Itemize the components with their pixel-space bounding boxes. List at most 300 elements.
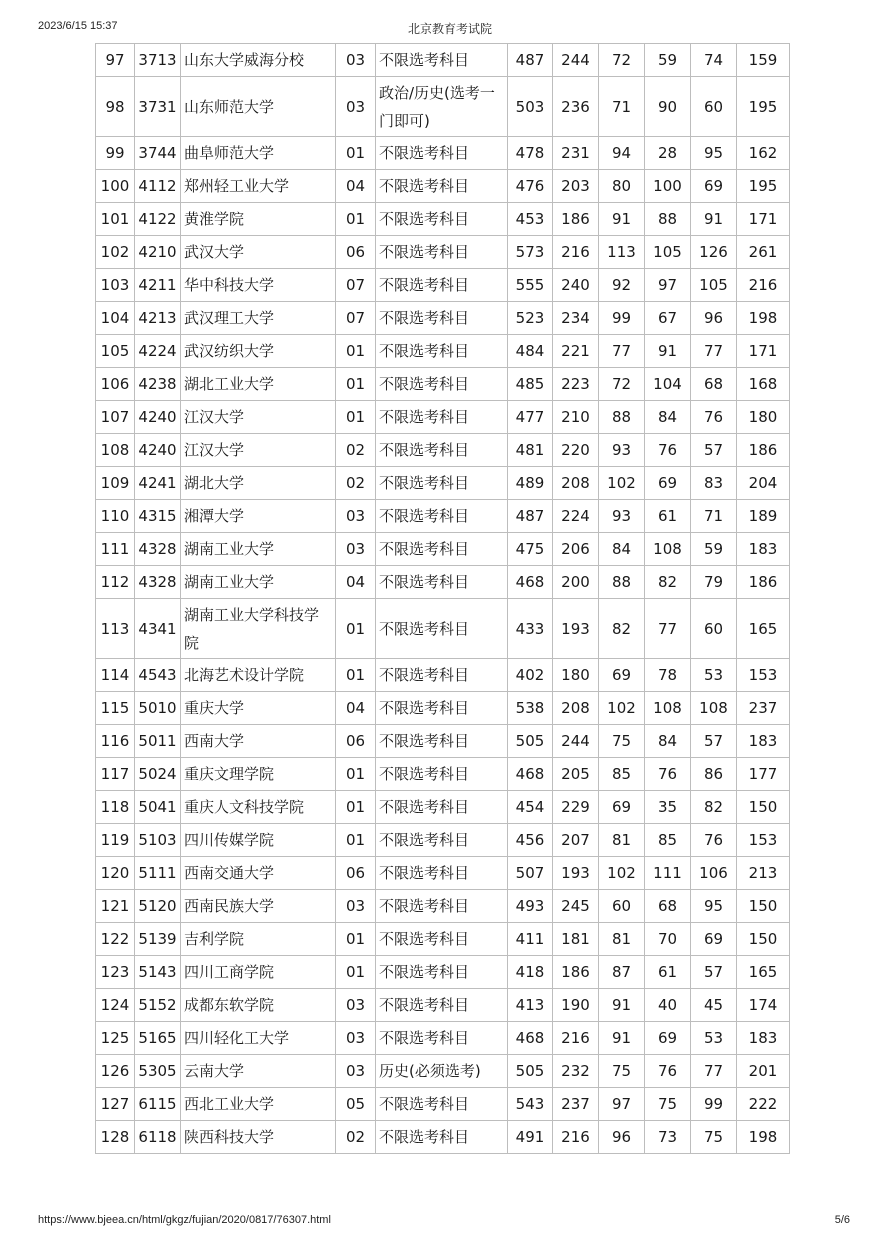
school-name: 重庆文理学院 xyxy=(181,758,336,791)
total-score: 477 xyxy=(508,401,553,434)
row-number: 120 xyxy=(96,857,135,890)
score-col-2: 92 xyxy=(599,269,645,302)
total-score: 543 xyxy=(508,1088,553,1121)
row-number: 114 xyxy=(96,659,135,692)
score-col-3: 78 xyxy=(645,659,691,692)
table-row xyxy=(96,599,790,659)
school-name: 湖北大学 xyxy=(181,467,336,500)
score-col-5: 153 xyxy=(737,824,790,857)
total-score: 503 xyxy=(508,77,553,137)
row-number: 104 xyxy=(96,302,135,335)
score-col-3: 76 xyxy=(645,758,691,791)
school-code: 4241 xyxy=(135,467,181,500)
score-col-1: 216 xyxy=(553,1022,599,1055)
score-col-3: 70 xyxy=(645,923,691,956)
subject-requirement: 不限选考科目 xyxy=(376,923,508,956)
score-col-2: 81 xyxy=(599,824,645,857)
school-code: 5103 xyxy=(135,824,181,857)
school-code: 4122 xyxy=(135,203,181,236)
group-code: 03 xyxy=(336,44,376,77)
score-col-4: 59 xyxy=(691,533,737,566)
school-code: 4240 xyxy=(135,434,181,467)
school-code: 5024 xyxy=(135,758,181,791)
score-col-5: 237 xyxy=(737,692,790,725)
table-row xyxy=(96,500,790,533)
school-name: 江汉大学 xyxy=(181,401,336,434)
score-col-1: 232 xyxy=(553,1055,599,1088)
score-col-3: 108 xyxy=(645,533,691,566)
group-code: 06 xyxy=(336,725,376,758)
group-code: 03 xyxy=(336,989,376,1022)
subject-requirement: 不限选考科目 xyxy=(376,758,508,791)
score-col-3: 76 xyxy=(645,434,691,467)
score-col-3: 35 xyxy=(645,791,691,824)
table-row xyxy=(96,77,790,137)
score-col-4: 68 xyxy=(691,368,737,401)
score-col-3: 84 xyxy=(645,401,691,434)
score-col-2: 94 xyxy=(599,137,645,170)
subject-requirement: 不限选考科目 xyxy=(376,500,508,533)
score-col-2: 99 xyxy=(599,302,645,335)
school-name: 重庆人文科技学院 xyxy=(181,791,336,824)
group-code: 04 xyxy=(336,566,376,599)
school-name: 西南大学 xyxy=(181,725,336,758)
subject-requirement: 不限选考科目 xyxy=(376,170,508,203)
total-score: 555 xyxy=(508,269,553,302)
score-col-4: 53 xyxy=(691,1022,737,1055)
score-col-3: 111 xyxy=(645,857,691,890)
subject-requirement: 政治/历史(选考一门即可) xyxy=(376,77,508,137)
table-row xyxy=(96,434,790,467)
group-code: 01 xyxy=(336,368,376,401)
score-col-4: 53 xyxy=(691,659,737,692)
school-name: 西南民族大学 xyxy=(181,890,336,923)
school-code: 4543 xyxy=(135,659,181,692)
school-code: 4315 xyxy=(135,500,181,533)
score-col-4: 86 xyxy=(691,758,737,791)
score-col-2: 84 xyxy=(599,533,645,566)
score-col-2: 93 xyxy=(599,500,645,533)
total-score: 487 xyxy=(508,44,553,77)
table-row xyxy=(96,659,790,692)
table-row xyxy=(96,725,790,758)
group-code: 01 xyxy=(336,923,376,956)
school-name: 湖南工业大学科技学院 xyxy=(181,599,336,659)
school-name: 西南交通大学 xyxy=(181,857,336,890)
table-row xyxy=(96,368,790,401)
total-score: 402 xyxy=(508,659,553,692)
score-col-1: 245 xyxy=(553,890,599,923)
table-row xyxy=(96,692,790,725)
group-code: 03 xyxy=(336,1055,376,1088)
table-row xyxy=(96,236,790,269)
score-col-4: 95 xyxy=(691,137,737,170)
school-name: 武汉大学 xyxy=(181,236,336,269)
score-col-3: 75 xyxy=(645,1088,691,1121)
row-number: 98 xyxy=(96,77,135,137)
group-code: 02 xyxy=(336,1121,376,1154)
subject-requirement: 不限选考科目 xyxy=(376,1121,508,1154)
score-col-3: 61 xyxy=(645,500,691,533)
score-col-2: 69 xyxy=(599,659,645,692)
school-name: 湖北工业大学 xyxy=(181,368,336,401)
table-row xyxy=(96,302,790,335)
school-code: 4341 xyxy=(135,599,181,659)
score-col-2: 91 xyxy=(599,203,645,236)
row-number: 105 xyxy=(96,335,135,368)
group-code: 01 xyxy=(336,824,376,857)
row-number: 116 xyxy=(96,725,135,758)
row-number: 106 xyxy=(96,368,135,401)
table-row xyxy=(96,566,790,599)
table-row xyxy=(96,1022,790,1055)
score-col-3: 91 xyxy=(645,335,691,368)
score-col-5: 174 xyxy=(737,989,790,1022)
score-col-2: 72 xyxy=(599,368,645,401)
score-col-4: 74 xyxy=(691,44,737,77)
table-row xyxy=(96,401,790,434)
row-number: 122 xyxy=(96,923,135,956)
subject-requirement: 不限选考科目 xyxy=(376,1088,508,1121)
score-col-4: 57 xyxy=(691,956,737,989)
score-col-1: 208 xyxy=(553,692,599,725)
table-row xyxy=(96,758,790,791)
table-row xyxy=(96,1121,790,1154)
group-code: 01 xyxy=(336,599,376,659)
score-col-2: 60 xyxy=(599,890,645,923)
subject-requirement: 不限选考科目 xyxy=(376,467,508,500)
row-number: 128 xyxy=(96,1121,135,1154)
group-code: 01 xyxy=(336,401,376,434)
school-code: 4328 xyxy=(135,533,181,566)
subject-requirement: 不限选考科目 xyxy=(376,269,508,302)
table-row xyxy=(96,956,790,989)
school-name: 成都东软学院 xyxy=(181,989,336,1022)
row-number: 111 xyxy=(96,533,135,566)
school-name: 武汉理工大学 xyxy=(181,302,336,335)
score-col-3: 100 xyxy=(645,170,691,203)
score-col-3: 88 xyxy=(645,203,691,236)
score-col-1: 190 xyxy=(553,989,599,1022)
table-row xyxy=(96,824,790,857)
score-col-3: 108 xyxy=(645,692,691,725)
score-col-2: 82 xyxy=(599,599,645,659)
score-col-3: 90 xyxy=(645,77,691,137)
group-code: 03 xyxy=(336,77,376,137)
school-code: 5120 xyxy=(135,890,181,923)
page-number: 5/6 xyxy=(834,1214,850,1226)
score-col-5: 213 xyxy=(737,857,790,890)
score-col-1: 210 xyxy=(553,401,599,434)
score-col-5: 168 xyxy=(737,368,790,401)
score-col-5: 261 xyxy=(737,236,790,269)
school-name: 武汉纺织大学 xyxy=(181,335,336,368)
total-score: 505 xyxy=(508,1055,553,1088)
table-row xyxy=(96,923,790,956)
total-score: 468 xyxy=(508,1022,553,1055)
score-col-4: 75 xyxy=(691,1121,737,1154)
score-col-1: 223 xyxy=(553,368,599,401)
row-number: 108 xyxy=(96,434,135,467)
score-col-1: 234 xyxy=(553,302,599,335)
total-score: 468 xyxy=(508,758,553,791)
school-name: 华中科技大学 xyxy=(181,269,336,302)
score-col-2: 102 xyxy=(599,467,645,500)
site-title: 北京教育考试院 xyxy=(407,22,492,36)
group-code: 01 xyxy=(336,335,376,368)
total-score: 475 xyxy=(508,533,553,566)
score-col-2: 75 xyxy=(599,725,645,758)
score-col-5: 183 xyxy=(737,1022,790,1055)
subject-requirement: 不限选考科目 xyxy=(376,533,508,566)
total-score: 523 xyxy=(508,302,553,335)
score-col-5: 198 xyxy=(737,1121,790,1154)
subject-requirement: 不限选考科目 xyxy=(376,599,508,659)
score-col-4: 79 xyxy=(691,566,737,599)
subject-requirement: 不限选考科目 xyxy=(376,236,508,269)
score-col-2: 71 xyxy=(599,77,645,137)
school-code: 3713 xyxy=(135,44,181,77)
score-col-3: 61 xyxy=(645,956,691,989)
score-col-2: 97 xyxy=(599,1088,645,1121)
score-col-5: 159 xyxy=(737,44,790,77)
school-code: 6115 xyxy=(135,1088,181,1121)
subject-requirement: 不限选考科目 xyxy=(376,692,508,725)
group-code: 01 xyxy=(336,659,376,692)
score-col-5: 222 xyxy=(737,1088,790,1121)
score-col-5: 183 xyxy=(737,533,790,566)
score-col-4: 76 xyxy=(691,824,737,857)
score-col-1: 186 xyxy=(553,956,599,989)
table-row xyxy=(96,533,790,566)
subject-requirement: 不限选考科目 xyxy=(376,335,508,368)
score-col-5: 186 xyxy=(737,566,790,599)
subject-requirement: 不限选考科目 xyxy=(376,137,508,170)
row-number: 97 xyxy=(96,44,135,77)
score-col-5: 198 xyxy=(737,302,790,335)
score-col-1: 186 xyxy=(553,203,599,236)
school-name: 陕西科技大学 xyxy=(181,1121,336,1154)
score-col-5: 153 xyxy=(737,659,790,692)
row-number: 107 xyxy=(96,401,135,434)
score-col-5: 150 xyxy=(737,791,790,824)
score-col-2: 81 xyxy=(599,923,645,956)
group-code: 02 xyxy=(336,467,376,500)
score-col-4: 83 xyxy=(691,467,737,500)
total-score: 468 xyxy=(508,566,553,599)
score-col-4: 60 xyxy=(691,77,737,137)
score-col-4: 77 xyxy=(691,1055,737,1088)
school-name: 山东大学威海分校 xyxy=(181,44,336,77)
row-number: 101 xyxy=(96,203,135,236)
subject-requirement: 不限选考科目 xyxy=(376,368,508,401)
score-col-5: 189 xyxy=(737,500,790,533)
group-code: 01 xyxy=(336,137,376,170)
school-code: 4213 xyxy=(135,302,181,335)
subject-requirement: 不限选考科目 xyxy=(376,302,508,335)
group-code: 01 xyxy=(336,758,376,791)
score-col-1: 208 xyxy=(553,467,599,500)
school-name: 黄淮学院 xyxy=(181,203,336,236)
score-col-4: 69 xyxy=(691,923,737,956)
score-col-4: 106 xyxy=(691,857,737,890)
total-score: 493 xyxy=(508,890,553,923)
group-code: 06 xyxy=(336,236,376,269)
score-col-3: 69 xyxy=(645,467,691,500)
score-col-1: 237 xyxy=(553,1088,599,1121)
score-col-2: 80 xyxy=(599,170,645,203)
score-col-4: 45 xyxy=(691,989,737,1022)
total-score: 411 xyxy=(508,923,553,956)
row-number: 124 xyxy=(96,989,135,1022)
school-name: 江汉大学 xyxy=(181,434,336,467)
school-name: 山东师范大学 xyxy=(181,77,336,137)
score-col-1: 207 xyxy=(553,824,599,857)
subject-requirement: 不限选考科目 xyxy=(376,989,508,1022)
row-number: 113 xyxy=(96,599,135,659)
score-col-4: 71 xyxy=(691,500,737,533)
row-number: 100 xyxy=(96,170,135,203)
school-code: 4112 xyxy=(135,170,181,203)
print-datetime: 2023/6/15 15:37 xyxy=(38,20,118,32)
table-row xyxy=(96,467,790,500)
total-score: 413 xyxy=(508,989,553,1022)
total-score: 507 xyxy=(508,857,553,890)
group-code: 01 xyxy=(336,956,376,989)
score-col-1: 200 xyxy=(553,566,599,599)
school-name: 四川轻化工大学 xyxy=(181,1022,336,1055)
subject-requirement: 不限选考科目 xyxy=(376,824,508,857)
subject-requirement: 不限选考科目 xyxy=(376,791,508,824)
table-row xyxy=(96,44,790,77)
school-code: 5111 xyxy=(135,857,181,890)
total-score: 573 xyxy=(508,236,553,269)
school-name: 四川传媒学院 xyxy=(181,824,336,857)
school-name: 湖南工业大学 xyxy=(181,533,336,566)
score-col-1: 205 xyxy=(553,758,599,791)
admission-score-table xyxy=(95,43,790,1154)
group-code: 07 xyxy=(336,269,376,302)
score-col-4: 60 xyxy=(691,599,737,659)
subject-requirement: 不限选考科目 xyxy=(376,725,508,758)
row-number: 126 xyxy=(96,1055,135,1088)
table-row xyxy=(96,1055,790,1088)
group-code: 02 xyxy=(336,434,376,467)
school-code: 6118 xyxy=(135,1121,181,1154)
school-code: 5305 xyxy=(135,1055,181,1088)
subject-requirement: 不限选考科目 xyxy=(376,203,508,236)
score-col-4: 57 xyxy=(691,725,737,758)
score-col-4: 57 xyxy=(691,434,737,467)
score-col-4: 108 xyxy=(691,692,737,725)
total-score: 456 xyxy=(508,824,553,857)
school-code: 3744 xyxy=(135,137,181,170)
table-row xyxy=(96,170,790,203)
subject-requirement: 历史(必须选考) xyxy=(376,1055,508,1088)
total-score: 505 xyxy=(508,725,553,758)
row-number: 110 xyxy=(96,500,135,533)
score-col-5: 171 xyxy=(737,203,790,236)
subject-requirement: 不限选考科目 xyxy=(376,401,508,434)
score-col-2: 91 xyxy=(599,1022,645,1055)
score-col-3: 68 xyxy=(645,890,691,923)
group-code: 04 xyxy=(336,170,376,203)
score-col-3: 28 xyxy=(645,137,691,170)
score-col-5: 195 xyxy=(737,77,790,137)
school-code: 5165 xyxy=(135,1022,181,1055)
score-col-1: 216 xyxy=(553,1121,599,1154)
school-code: 4328 xyxy=(135,566,181,599)
score-col-3: 82 xyxy=(645,566,691,599)
school-code: 4211 xyxy=(135,269,181,302)
table-row xyxy=(96,137,790,170)
score-col-4: 96 xyxy=(691,302,737,335)
score-col-3: 85 xyxy=(645,824,691,857)
row-number: 127 xyxy=(96,1088,135,1121)
table-row xyxy=(96,203,790,236)
row-number: 117 xyxy=(96,758,135,791)
total-score: 453 xyxy=(508,203,553,236)
score-col-2: 113 xyxy=(599,236,645,269)
subject-requirement: 不限选考科目 xyxy=(376,890,508,923)
school-code: 4210 xyxy=(135,236,181,269)
score-col-1: 221 xyxy=(553,335,599,368)
group-code: 03 xyxy=(336,890,376,923)
school-name: 湖南工业大学 xyxy=(181,566,336,599)
subject-requirement: 不限选考科目 xyxy=(376,434,508,467)
score-col-2: 75 xyxy=(599,1055,645,1088)
score-col-4: 69 xyxy=(691,170,737,203)
score-col-2: 88 xyxy=(599,401,645,434)
school-name: 曲阜师范大学 xyxy=(181,137,336,170)
score-col-2: 69 xyxy=(599,791,645,824)
school-name: 西北工业大学 xyxy=(181,1088,336,1121)
school-code: 3731 xyxy=(135,77,181,137)
total-score: 481 xyxy=(508,434,553,467)
score-col-5: 177 xyxy=(737,758,790,791)
score-col-3: 59 xyxy=(645,44,691,77)
score-col-5: 150 xyxy=(737,890,790,923)
school-name: 湘潭大学 xyxy=(181,500,336,533)
school-code: 5011 xyxy=(135,725,181,758)
total-score: 454 xyxy=(508,791,553,824)
row-number: 118 xyxy=(96,791,135,824)
page-url: https://www.bjeea.cn/html/gkgz/fujian/2020/0817/76307.html xyxy=(38,1214,331,1226)
score-col-4: 76 xyxy=(691,401,737,434)
score-col-3: 104 xyxy=(645,368,691,401)
school-code: 5139 xyxy=(135,923,181,956)
score-col-2: 77 xyxy=(599,335,645,368)
total-score: 489 xyxy=(508,467,553,500)
score-col-1: 206 xyxy=(553,533,599,566)
score-col-4: 105 xyxy=(691,269,737,302)
school-code: 5143 xyxy=(135,956,181,989)
score-col-1: 236 xyxy=(553,77,599,137)
score-col-1: 193 xyxy=(553,599,599,659)
subject-requirement: 不限选考科目 xyxy=(376,44,508,77)
row-number: 123 xyxy=(96,956,135,989)
score-col-1: 181 xyxy=(553,923,599,956)
score-col-3: 69 xyxy=(645,1022,691,1055)
score-col-1: 240 xyxy=(553,269,599,302)
table-row xyxy=(96,335,790,368)
score-col-2: 72 xyxy=(599,44,645,77)
row-number: 109 xyxy=(96,467,135,500)
total-score: 485 xyxy=(508,368,553,401)
score-col-2: 85 xyxy=(599,758,645,791)
group-code: 03 xyxy=(336,1022,376,1055)
subject-requirement: 不限选考科目 xyxy=(376,566,508,599)
